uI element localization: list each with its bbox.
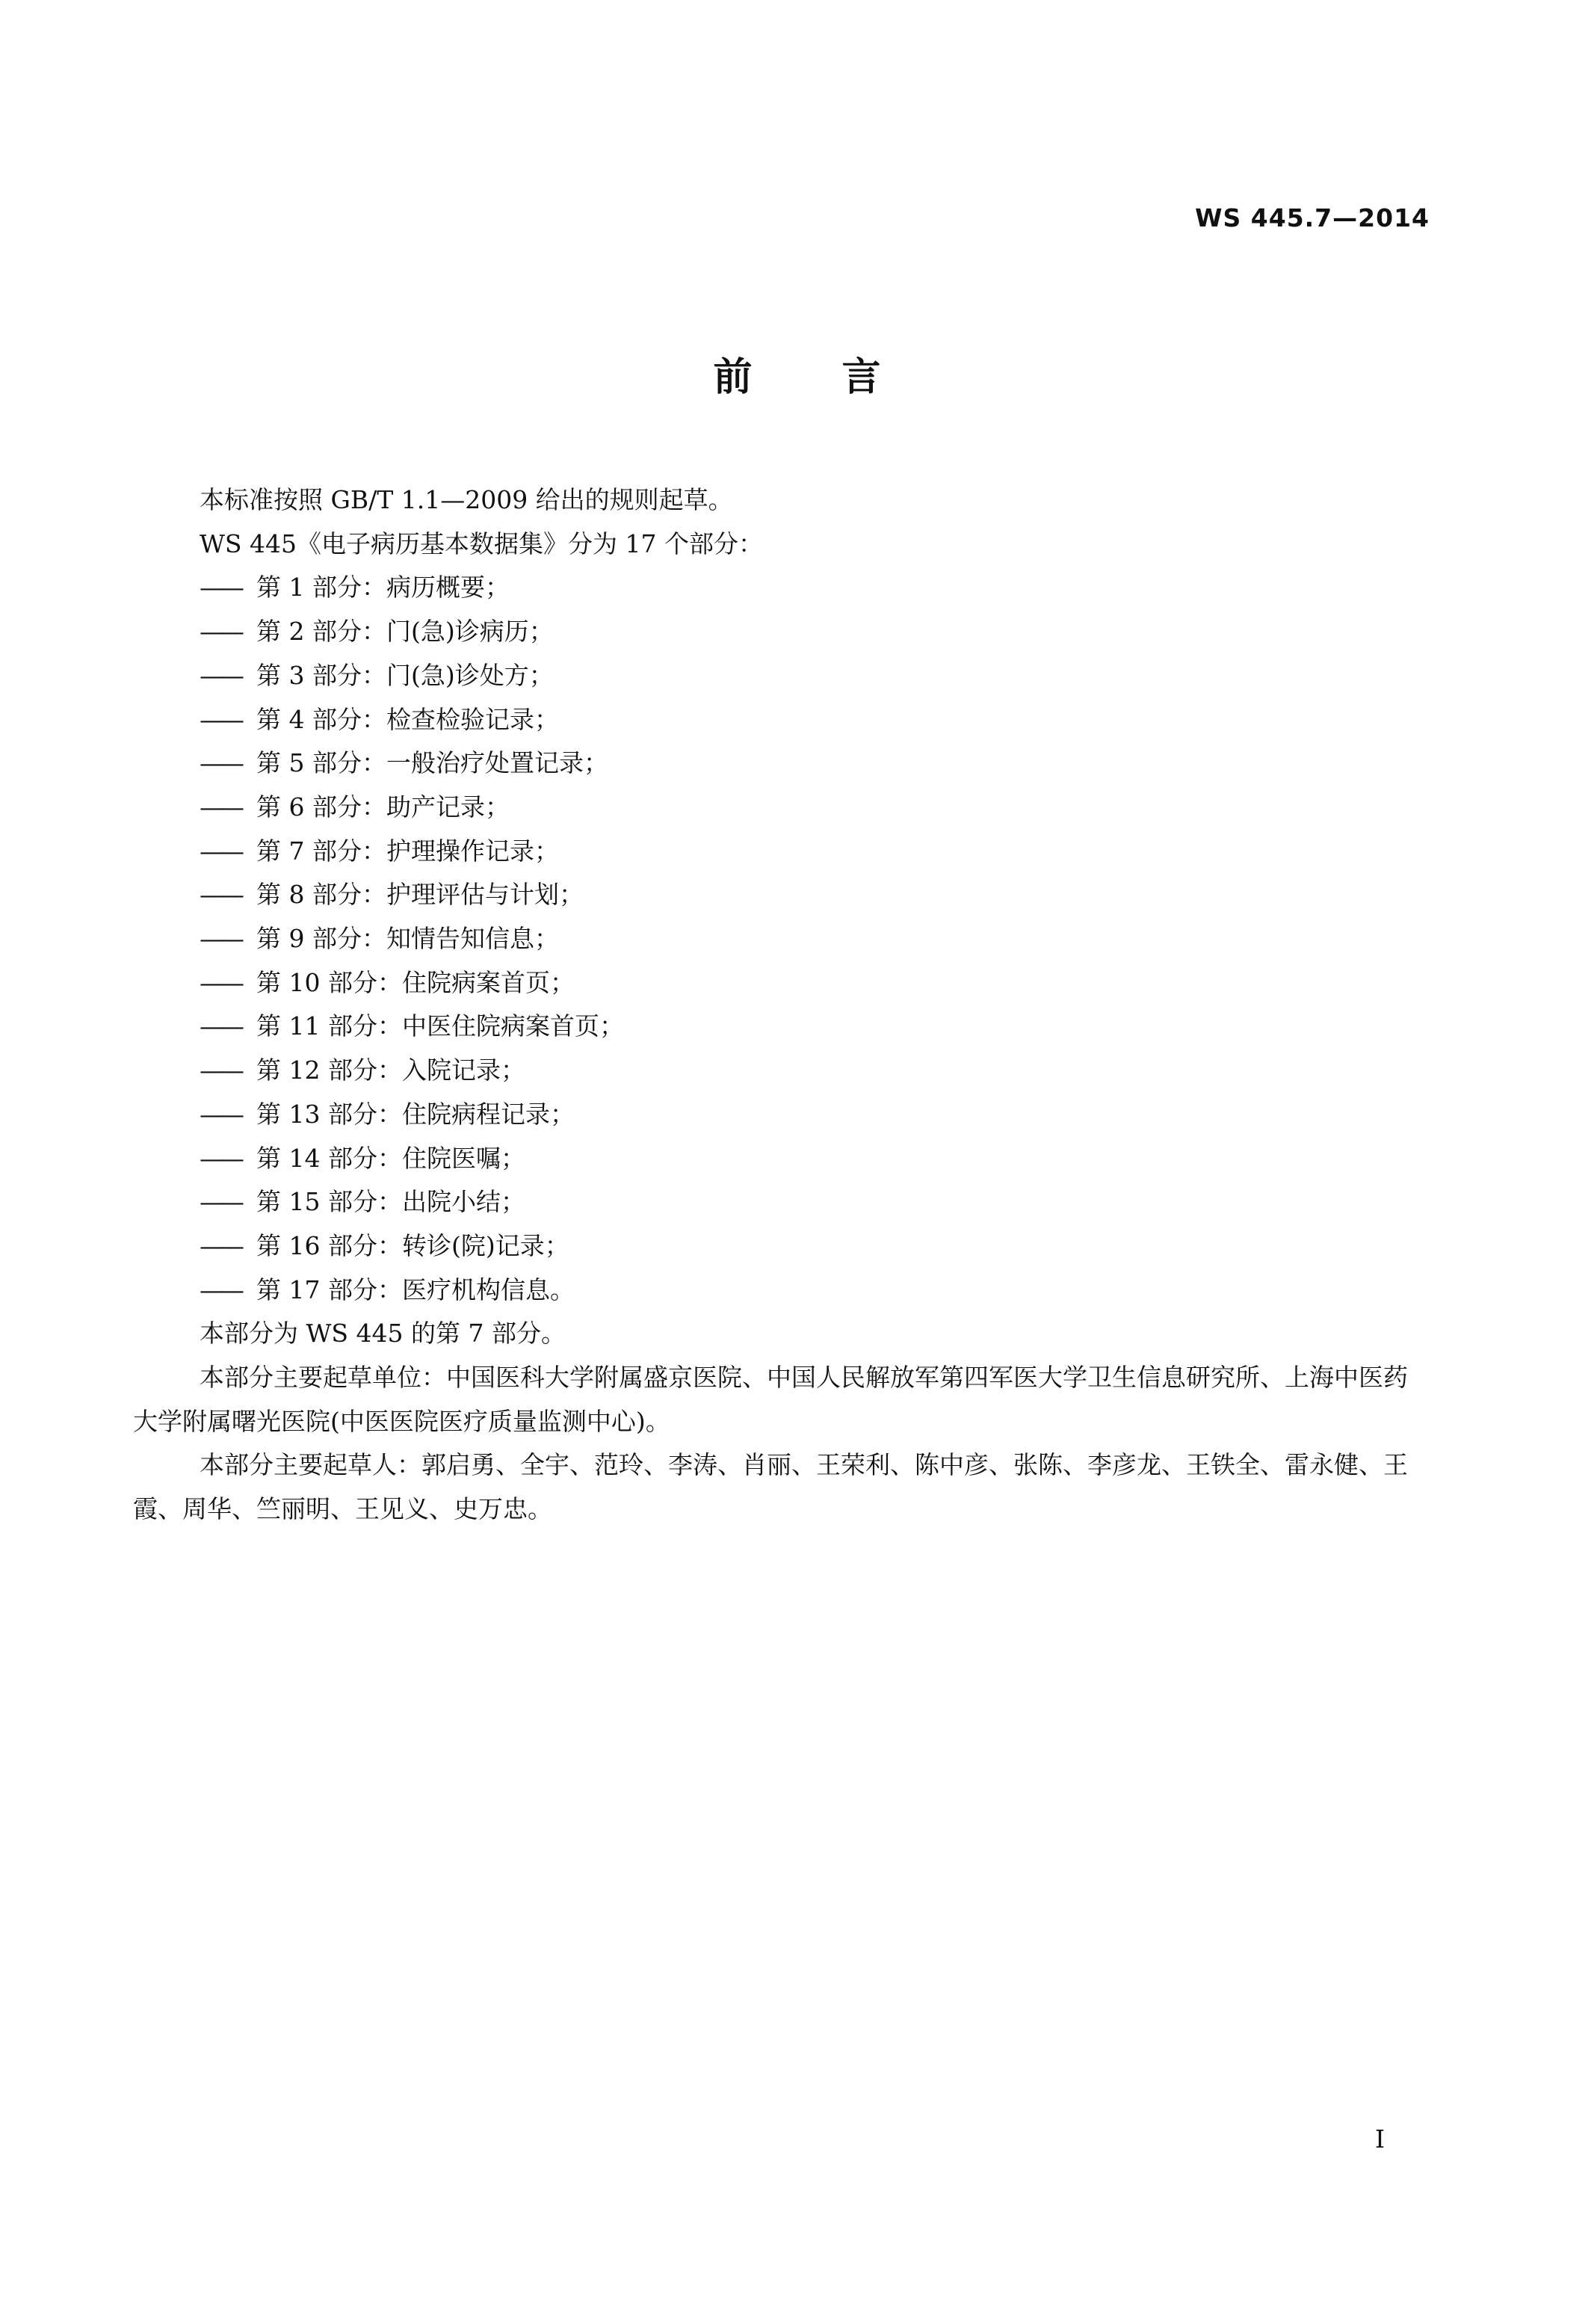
foreword-body xyxy=(133,478,1429,1532)
list-item xyxy=(133,654,1429,698)
list-dash: —— xyxy=(200,704,240,734)
list-item xyxy=(133,786,1429,830)
paragraph-part-number: 本部分为 WS 445 的第 7 部分。 xyxy=(200,1319,566,1349)
list-dash: —— xyxy=(200,836,240,866)
standard-code: WS 445.7—2014 xyxy=(1195,203,1430,232)
list-item-text: 第 16 部分：转诊(院)记录； xyxy=(256,1230,569,1260)
list-dash: —— xyxy=(200,1187,240,1217)
list-item xyxy=(133,1137,1429,1181)
list-item xyxy=(133,1093,1429,1137)
list-dash: —— xyxy=(200,1055,240,1085)
page-title: 前言 xyxy=(713,355,971,400)
paragraph-drafters: 本部分主要起草人：郭启勇、全宇、范玲、李涛、肖丽、王荣利、陈中彦、张陈、李彦龙、王铁全、雷永健、王霞、周华、竺丽明、王见义、史万忠。 xyxy=(133,1450,1408,1524)
list-item-text: 第 1 部分：病历概要； xyxy=(256,573,510,602)
list-item xyxy=(133,917,1429,961)
list-dash: —— xyxy=(200,573,240,602)
list-item-text: 第 13 部分：住院病程记录； xyxy=(256,1099,575,1129)
list-item xyxy=(133,1224,1429,1269)
list-dash: —— xyxy=(200,924,240,954)
page-number: I xyxy=(1374,2124,1385,2154)
list-dash: —— xyxy=(200,1143,240,1173)
list-dash: —— xyxy=(200,792,240,822)
list-item-text: 第 6 部分：助产记录； xyxy=(256,792,510,822)
list-item xyxy=(133,1049,1429,1093)
list-dash: —— xyxy=(200,880,240,910)
list-dash: —— xyxy=(200,1274,240,1304)
list-item xyxy=(133,742,1429,786)
parts-list xyxy=(133,566,1429,1312)
list-item-text: 第 2 部分：门(急)诊病历； xyxy=(256,617,554,647)
list-item-text: 第 3 部分：门(急)诊处方； xyxy=(256,660,554,690)
list-item-text: 第 14 部分：住院医嘱； xyxy=(256,1143,525,1173)
list-item xyxy=(133,1269,1429,1313)
list-item xyxy=(133,566,1429,610)
list-item-text: 第 9 部分：知情告知信息； xyxy=(256,924,559,954)
list-dash: —— xyxy=(200,748,240,778)
paragraph-drafting-units: 本部分主要起草单位：中国医科大学附属盛京医院、中国人民解放军第四军医大学卫生信息研究所、上海中医药大学附属曙光医院(中医医院医疗质量监测中心)。 xyxy=(133,1363,1408,1436)
list-dash: —— xyxy=(200,660,240,690)
list-dash: —— xyxy=(200,1011,240,1041)
list-item-text: 第 8 部分：护理评估与计划； xyxy=(256,880,584,910)
list-dash: —— xyxy=(200,1099,240,1129)
list-dash: —— xyxy=(200,617,240,647)
list-dash: —— xyxy=(200,1230,240,1260)
list-item-text: 第 15 部分：出院小结； xyxy=(256,1187,525,1217)
paragraph-series-intro: WS 445《电子病历基本数据集》分为 17 个部分： xyxy=(200,528,763,558)
list-item-text: 第 4 部分：检查检验记录； xyxy=(256,704,559,734)
list-item-text: 第 5 部分：一般治疗处置记录； xyxy=(256,748,608,778)
list-item xyxy=(133,1005,1429,1049)
list-item xyxy=(133,698,1429,742)
list-item xyxy=(133,873,1429,917)
list-item xyxy=(133,610,1429,654)
list-item xyxy=(133,1180,1429,1224)
list-item xyxy=(133,830,1429,874)
list-item-text: 第 17 部分：医疗机构信息。 xyxy=(256,1274,575,1304)
paragraph-drafting-rule: 本标准按照 GB/T 1.1—2009 给出的规则起草。 xyxy=(200,485,733,514)
list-item xyxy=(133,961,1429,1005)
list-dash: —— xyxy=(200,967,240,997)
list-item-text: 第 7 部分：护理操作记录； xyxy=(256,836,559,866)
list-item-text: 第 12 部分：入院记录； xyxy=(256,1055,525,1085)
list-item-text: 第 10 部分：住院病案首页； xyxy=(256,967,575,997)
list-item-text: 第 11 部分：中医住院病案首页； xyxy=(256,1011,624,1041)
